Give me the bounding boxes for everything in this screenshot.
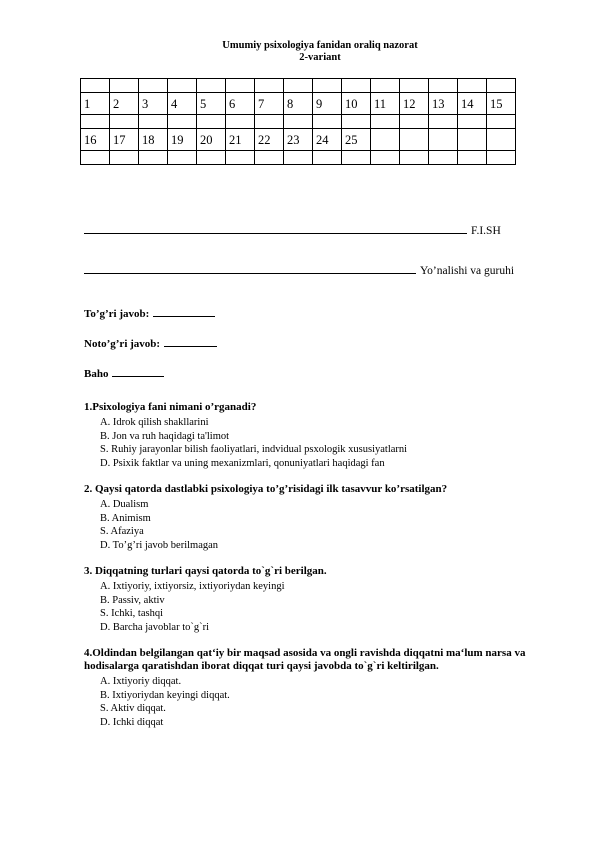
answer-cell[interactable] xyxy=(197,151,226,165)
answer-cell[interactable] xyxy=(284,79,313,93)
correct-answers-field[interactable] xyxy=(84,306,215,320)
correct-answers-label: To’g’ri javob: xyxy=(84,308,150,320)
answer-cell[interactable] xyxy=(371,115,400,129)
question-number-cell: 12 xyxy=(400,93,429,115)
question-3 xyxy=(84,565,554,634)
question-text: 3. Diqqatning turlari qaysi qatorda to`g`ri berilgan. xyxy=(84,565,327,577)
option-d[interactable]: D. Barcha javoblar to`g`ri xyxy=(100,621,210,633)
answer-grid xyxy=(80,78,516,165)
answer-cell[interactable] xyxy=(168,151,197,165)
question-number-cell: 3 xyxy=(139,93,168,115)
correct-answers-blank[interactable] xyxy=(153,306,215,317)
answer-cell[interactable] xyxy=(255,79,284,93)
question-number-cell xyxy=(458,129,487,151)
answer-cell[interactable] xyxy=(255,151,284,165)
option-a[interactable]: A. Ixtiyoriy diqqat. xyxy=(100,676,182,687)
wrong-answers-blank[interactable] xyxy=(164,336,217,347)
variant-label: 2-variant xyxy=(299,52,341,63)
question-number-cell: 11 xyxy=(371,93,400,115)
direction-field[interactable] xyxy=(84,262,514,277)
question-number-cell: 5 xyxy=(197,93,226,115)
answer-row-blank-1 xyxy=(81,79,516,93)
answer-cell[interactable] xyxy=(168,115,197,129)
question-4 xyxy=(84,647,554,729)
question-number-cell: 22 xyxy=(255,129,284,151)
question-number-cell: 6 xyxy=(226,93,255,115)
option-d[interactable]: D. Ichki diqqat xyxy=(100,716,164,728)
question-number-cell: 19 xyxy=(168,129,197,151)
answer-cell[interactable] xyxy=(342,79,371,93)
option-s[interactable]: S. Ruhiy jarayonlar bilish faoliyatlari, indvidual psxologik xususiyatlarni xyxy=(100,444,408,455)
answer-cell[interactable] xyxy=(139,115,168,129)
question-number-cell: 13 xyxy=(429,93,458,115)
answer-cell[interactable] xyxy=(110,115,139,129)
answer-cell[interactable] xyxy=(487,115,516,129)
direction-underline[interactable] xyxy=(84,262,416,274)
answer-cell[interactable] xyxy=(110,151,139,165)
option-s[interactable]: S. Afaziya xyxy=(100,526,144,537)
option-d[interactable]: D. Psixik faktlar va uning mexanizmlari, qonuniyatlari haqidagi fan xyxy=(100,457,385,469)
answer-cell[interactable] xyxy=(371,151,400,165)
question-number-cell xyxy=(371,129,400,151)
option-b[interactable]: B. Animism xyxy=(100,512,151,524)
option-s[interactable]: S. Aktiv diqqat. xyxy=(100,703,166,714)
answer-cell[interactable] xyxy=(342,151,371,165)
answer-cell[interactable] xyxy=(226,115,255,129)
option-b[interactable]: B. Jon va ruh haqidagi ta'limot xyxy=(100,430,230,442)
answer-cell[interactable] xyxy=(255,115,284,129)
name-label: F.I.SH xyxy=(471,225,501,237)
answer-cell[interactable] xyxy=(197,115,226,129)
option-list xyxy=(84,580,554,634)
option-list xyxy=(84,498,554,552)
answer-cell[interactable] xyxy=(400,151,429,165)
wrong-answers-label: Noto’g’ri javob: xyxy=(84,338,161,350)
answer-cell[interactable] xyxy=(110,79,139,93)
answer-cell[interactable] xyxy=(313,79,342,93)
question-number-cell xyxy=(400,129,429,151)
answer-cell[interactable] xyxy=(458,79,487,93)
question-number-cell: 25 xyxy=(342,129,371,151)
direction-label: Yo’nalishi va guruhi xyxy=(420,265,515,277)
answer-cell[interactable] xyxy=(139,151,168,165)
question-number-cell: 20 xyxy=(197,129,226,151)
question-number-cell: 14 xyxy=(458,93,487,115)
question-number-cell: 23 xyxy=(284,129,313,151)
question-number-cell: 1 xyxy=(81,93,110,115)
question-number-cell: 24 xyxy=(313,129,342,151)
question-number-cell: 18 xyxy=(139,129,168,151)
name-field[interactable] xyxy=(84,222,501,237)
option-a[interactable]: A. Idrok qilish shakllarini xyxy=(100,417,209,428)
question-number-cell: 9 xyxy=(313,93,342,115)
answer-row-blank-3 xyxy=(81,151,516,165)
answer-cell[interactable] xyxy=(81,79,110,93)
question-number-cell: 21 xyxy=(226,129,255,151)
question-number-cell: 17 xyxy=(110,129,139,151)
answer-cell[interactable] xyxy=(342,115,371,129)
answer-cell[interactable] xyxy=(284,151,313,165)
question-number-cell: 10 xyxy=(342,93,371,115)
question-text: 4.Oldindan belgilangan qat‘iy bir maqsad asosida va ongli ravishda diqqatni ma‘lum narsa va hodisalarga qaratishdan iborat diqqat turi qaysi javobda to`g`ri keltirilgan. xyxy=(84,647,526,672)
answer-cell[interactable] xyxy=(313,115,342,129)
question-number-cell: 15 xyxy=(487,93,516,115)
answer-cell[interactable] xyxy=(139,79,168,93)
answer-cell[interactable] xyxy=(429,115,458,129)
answer-cell[interactable] xyxy=(458,151,487,165)
question-text: 2. Qaysi qatorda dastlabki psixologiya to’g’risidagi ilk tasavvur ko’rsatilgan? xyxy=(84,483,448,495)
option-b[interactable]: B. Passiv, aktiv xyxy=(100,594,165,606)
question-number-cell xyxy=(487,129,516,151)
option-s[interactable]: S. Ichki, tashqi xyxy=(100,608,163,619)
answer-cell[interactable] xyxy=(429,151,458,165)
answer-cell[interactable] xyxy=(226,151,255,165)
answer-cell[interactable] xyxy=(458,115,487,129)
answer-cell[interactable] xyxy=(487,151,516,165)
answer-cell[interactable] xyxy=(81,115,110,129)
question-text: 1.Psixologiya fani nimani o’rganadi? xyxy=(84,401,257,413)
question-number-cell: 7 xyxy=(255,93,284,115)
grade-blank[interactable] xyxy=(112,366,164,377)
question-number-cell: 16 xyxy=(81,129,110,151)
name-underline[interactable] xyxy=(84,222,467,234)
answer-cell[interactable] xyxy=(81,151,110,165)
answer-cell[interactable] xyxy=(487,79,516,93)
question-number-cell: 4 xyxy=(168,93,197,115)
answer-cell[interactable] xyxy=(400,79,429,93)
question-number-cell: 8 xyxy=(284,93,313,115)
document-title: Umumiy psixologiya fanidan oraliq nazorat xyxy=(222,40,418,51)
option-a[interactable]: A. Ixtiyoriy, ixtiyorsiz, ixtiyoriydan keyingi xyxy=(100,581,285,592)
grade-field[interactable] xyxy=(84,366,164,380)
option-list xyxy=(84,675,554,729)
wrong-answers-field[interactable] xyxy=(84,336,217,350)
answer-cell[interactable] xyxy=(400,115,429,129)
answer-cell[interactable] xyxy=(284,115,313,129)
answer-cell[interactable] xyxy=(371,79,400,93)
grade-label: Baho xyxy=(84,368,109,380)
option-a[interactable]: A. Dualism xyxy=(100,499,149,510)
question-2 xyxy=(84,483,554,552)
option-b[interactable]: B. Ixtiyoriydan keyingi diqqat. xyxy=(100,689,230,701)
question-number-cell: 2 xyxy=(110,93,139,115)
option-d[interactable]: D. To’g’ri javob berilmagan xyxy=(100,539,219,551)
number-row-2 xyxy=(81,129,516,151)
option-list xyxy=(84,416,554,470)
answer-cell[interactable] xyxy=(429,79,458,93)
answer-cell[interactable] xyxy=(197,79,226,93)
question-1 xyxy=(84,401,554,470)
answer-row-blank-2 xyxy=(81,115,516,129)
question-number-cell xyxy=(429,129,458,151)
answer-cell[interactable] xyxy=(226,79,255,93)
answer-cell[interactable] xyxy=(168,79,197,93)
answer-cell[interactable] xyxy=(313,151,342,165)
number-row-1 xyxy=(81,93,516,115)
